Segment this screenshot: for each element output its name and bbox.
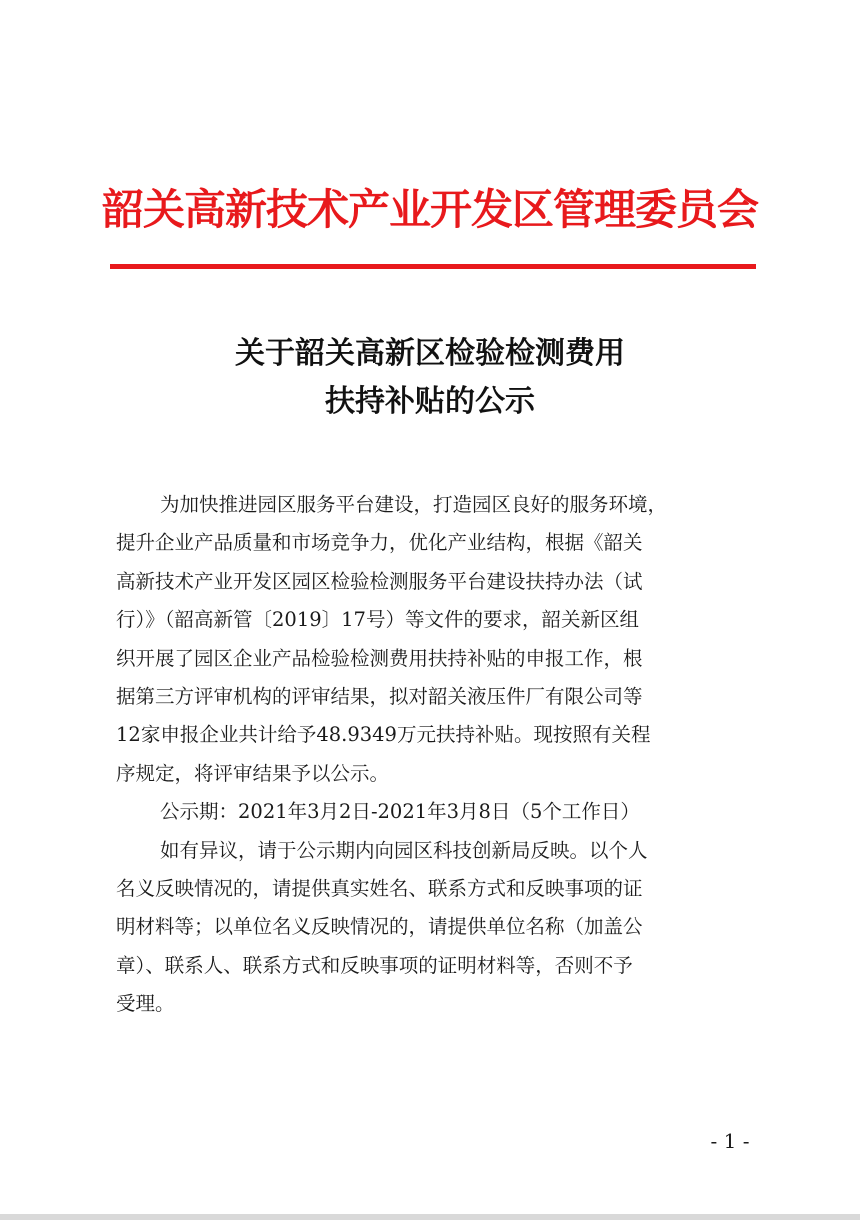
document-title	[80, 330, 780, 426]
red-separator-line	[110, 264, 756, 269]
body-line: 受理。	[116, 992, 175, 1016]
announcement-period: 公示期：2021年3月2日-2021年3月8日（5个工作日）	[160, 800, 640, 824]
body-line: 为加快推进园区服务平台建设，打造园区良好的服务环境，	[160, 493, 668, 516]
body-line: 行）》（韶高新管〔2019〕17号）等文件的要求，韶关新区组	[116, 608, 639, 632]
page-bottom-edge	[0, 1214, 860, 1220]
body-line: 织开展了园区企业产品检验检测费用扶持补贴的申报工作，根	[116, 646, 643, 670]
body-line: 名义反映情况的，请提供真实姓名、联系方式和反映事项的证	[116, 876, 643, 900]
body-line: 高新技术产业开发区园区检验检测服务平台建设扶持办法（试	[116, 569, 643, 593]
page-number: - 1 -	[710, 1129, 750, 1153]
body-line: 提升企业产品质量和市场竞争力，优化产业结构，根据《韶关	[116, 531, 643, 555]
body-line: 序规定，将评审结果予以公示。	[116, 761, 390, 785]
body-line: 明材料等；以单位名义反映情况的，请提供单位名称（加盖公	[116, 915, 643, 939]
issuer-masthead: 韶关高新技术产业开发区管理委员会	[101, 185, 758, 234]
body-line: 如有异议，请于公示期内向园区科技创新局反映。以个人	[160, 838, 648, 862]
title-line-2: 扶持补贴的公示	[325, 384, 535, 419]
body-line: 章）、联系人、联系方式和反映事项的证明材料等，否则不予	[116, 953, 633, 977]
title-line-1: 关于韶关高新区检验检测费用	[235, 336, 625, 371]
document-body	[116, 486, 756, 1023]
body-line: 据第三方评审机构的评审结果，拟对韶关液压件厂有限公司等	[116, 684, 643, 708]
body-line: 12家申报企业共计给予48.9349万元扶持补贴。现按照有关程	[116, 723, 651, 747]
